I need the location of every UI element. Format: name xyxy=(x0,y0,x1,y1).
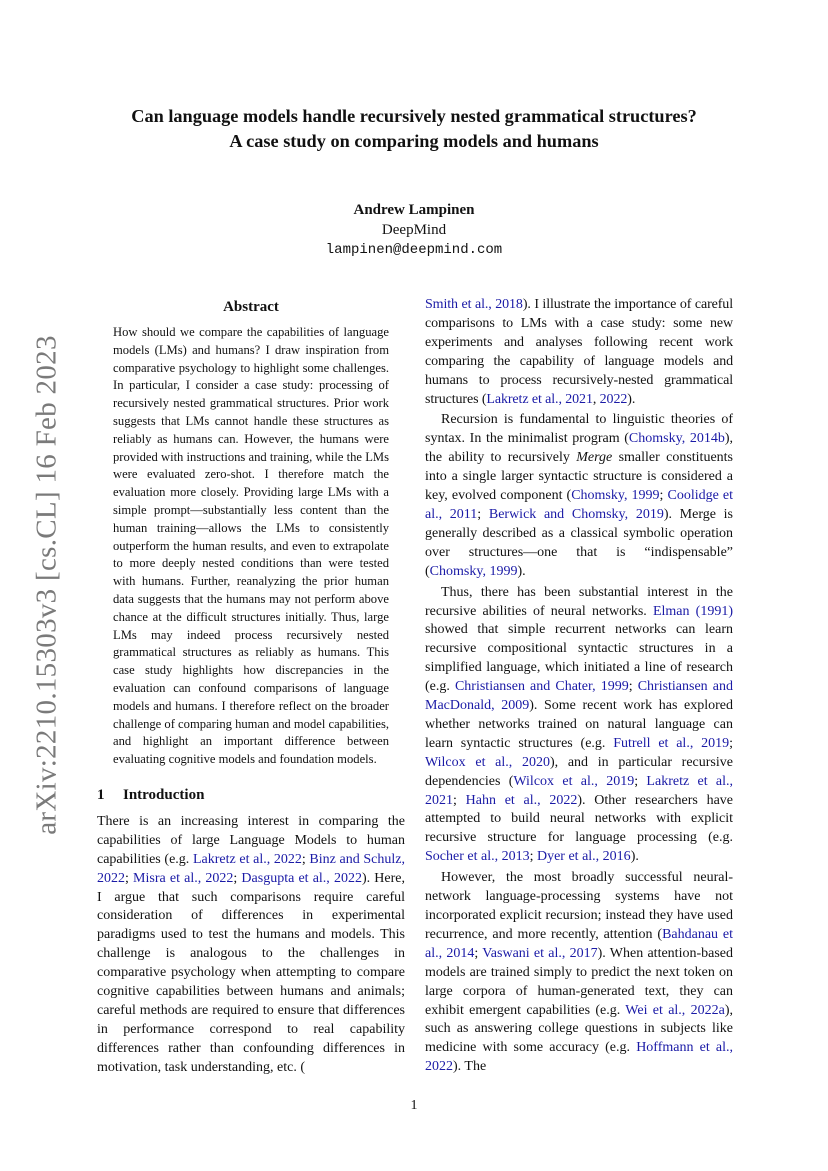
paper-header xyxy=(0,104,828,260)
citation-link[interactable]: Christiansen and Chater, 1999 xyxy=(454,679,629,695)
title-line-1: Can language models handle recursively nested grammatical structures? xyxy=(131,106,697,126)
paragraph-text: ). The xyxy=(453,1059,487,1075)
paragraph-text: ). xyxy=(627,391,636,407)
paragraph-text: smaller constituents into a single larger syntactic structure is considered a key, evolved component ( xyxy=(425,450,733,504)
paragraph-text: ). xyxy=(517,563,526,579)
citation-link[interactable]: Lakretz et al., 2021 xyxy=(486,391,593,407)
section-number: 1 xyxy=(97,786,105,803)
citation-separator: ; xyxy=(634,773,647,789)
page-number: 1 xyxy=(410,1098,418,1113)
paragraph-text: ). Here, I argue that such comparisons require careful consideration of differences in experimental paradigms used to test the humans and models. This challenge is analogous to the challenges in comparative psychology when attempting to compare cognitive capabilities between humans and animals; careful methods are required to ensure that differences in performance correspond to real capability differences rather than confounding differences in motivation, task understanding, etc. ( xyxy=(97,870,405,1075)
citation-link[interactable]: Elman (1991) xyxy=(652,603,733,619)
citation-link[interactable]: Vaswani et al., 2017 xyxy=(482,945,598,961)
citation-separator: ; xyxy=(529,849,537,865)
paragraph-text: However, the most broadly successful neural-network language-processing systems have not incorporated explicit recursion; instead they have used recurrence, and more recently, attention ( xyxy=(425,870,733,942)
citation-link[interactable]: Chomsky, 2014b xyxy=(628,431,725,447)
right-column xyxy=(425,296,733,1077)
citation-separator: ; xyxy=(233,870,242,886)
author-email: lampinen@deepmind.com xyxy=(325,242,503,258)
arxiv-identifier: arXiv:2210.15303v3 [cs.CL] 16 Feb 2023 xyxy=(30,335,63,835)
citation-separator: ; xyxy=(628,679,638,695)
citation-link[interactable]: Futrell et al., 2019 xyxy=(613,735,730,751)
citation-link[interactable]: Coolidge et al., 2011 xyxy=(425,488,733,522)
citation-separator: ; xyxy=(301,851,310,867)
author-affiliation: DeepMind xyxy=(381,222,447,238)
citation-link[interactable]: Dasgupta et al., 2022 xyxy=(241,870,362,886)
paragraph-text: ). Some recent work has explored whether networks trained on natural language can learn syntactic structures (e.g. xyxy=(425,698,733,751)
intro-paragraph-1-continued xyxy=(425,296,733,409)
intro-paragraph-3 xyxy=(425,584,733,868)
paper-title xyxy=(0,104,828,154)
citation-link[interactable]: Chomsky, 1999 xyxy=(429,563,518,579)
paragraph-text: ). Other researchers have attempted to build neural networks with explicit recursive structure for language processing (e.g. xyxy=(425,792,734,846)
citation-separator: , xyxy=(592,391,600,407)
paragraph-text: ), the ability to recursively xyxy=(425,431,733,466)
citation-link[interactable]: Misra et al., 2022 xyxy=(133,870,234,886)
citation-link[interactable]: Wilcox et al., 2019 xyxy=(513,773,635,789)
intro-paragraph-4 xyxy=(425,869,733,1077)
citation-link[interactable]: Wilcox et al., 2020 xyxy=(425,754,550,770)
citation-separator: ; xyxy=(659,488,668,504)
paragraph-text: There is an increasing interest in comparing the capabilities of large Language Models to human capabilities (e.g. xyxy=(97,813,405,867)
citation-link[interactable]: Christiansen and MacDonald, 2009 xyxy=(425,679,733,714)
citation-link[interactable]: Chomsky, 1999 xyxy=(571,488,660,504)
citation-link[interactable]: Hahn et al., 2022 xyxy=(465,792,578,808)
paragraph-text: ), such as answering college questions in subjects like medicine with some accuracy (e.g. xyxy=(425,1002,733,1056)
citation-separator: ; xyxy=(453,792,466,808)
citation-link[interactable]: Berwick and Chomsky, 2019 xyxy=(488,506,664,522)
paragraph-text: ). When attention-based models are trained simply to predict the next token on large corpora of human-generated text, they can exhibit emergent capabilities (e.g. xyxy=(425,945,733,1018)
citation-link[interactable]: Wei et al., 2022a xyxy=(625,1002,725,1018)
abstract-heading: Abstract xyxy=(223,299,279,315)
paragraph-text: showed that simple recurrent networks can learn recursive compositional syntactic structures in a simplified language, which initiated a line of research (e.g. xyxy=(425,622,733,695)
paragraph-text: Thus, there has been substantial interest in the recursive abilities of neural networks. xyxy=(425,584,733,619)
citation-link[interactable]: Binz and Schulz, 2022 xyxy=(97,851,405,886)
paragraph-text: ). Merge is generally described as a classical symbolic operation over structures—one that is “indispensable” ( xyxy=(425,506,733,579)
paragraph-text: ), and in particular recursive dependencies ( xyxy=(425,754,733,789)
section-title: Introduction xyxy=(123,786,205,803)
abstract-text: How should we compare the capabilities of language models (LMs) and humans? I draw inspiration from comparative psychology to highlight some challenges. In particular, I consider a case study: processing of recursively nested grammatical structures. Prior work suggests that LMs cannot handle these structures as reliably as humans can. However, the humans were provided with instructions and training, while the LMs were evaluated zero-shot. I therefore match the evaluation more closely. Providing large LMs with a simple prompt—substantially less content than the human training—allows the LMs to consistently outperform the human results, and even to extrapolate to more deeply nested conditions than were tested with humans. Further, reanalyzing the prior human data suggests that the humans may not perform above chance at the difficult structures initially. Thus, large LMs may indeed process recursively nested grammatical structures as reliably as humans. This case study highlights how discrepancies in the evaluation can confound comparisons of language models and humans. I therefore reflect on the broader challenge of comparing human and model capabilities, and highlight an important difference between evaluating cognitive models and foundation models. xyxy=(113,325,389,767)
citation-link[interactable]: 2022 xyxy=(599,391,628,407)
citation-separator: ; xyxy=(474,945,483,961)
title-line-2: A case study on comparing models and humans xyxy=(229,131,599,151)
intro-paragraph-2 xyxy=(425,411,733,581)
paragraph-text: Recursion is fundamental to linguistic theories of syntax. In the minimalist program ( xyxy=(425,412,733,447)
citation-link[interactable]: Lakretz et al., 2021 xyxy=(425,773,734,808)
left-column xyxy=(97,296,405,1078)
intro-paragraph-1 xyxy=(97,813,405,1078)
paragraph-text: ). xyxy=(630,849,639,865)
citation-link[interactable]: Hoffmann et al., 2022 xyxy=(425,1040,734,1075)
emphasis-merge: Merge xyxy=(576,450,613,466)
citation-separator: ; xyxy=(477,506,489,522)
citation-link[interactable]: Smith et al., 2018 xyxy=(425,297,523,312)
paragraph-text: ). I illustrate the importance of careful comparisons to LMs with a case study: some new experiments and analyses following recent work comparing the capability of language models and humans to process recursively-nested grammatical structures ( xyxy=(425,297,733,407)
citation-link[interactable]: Bahdanau et al., 2014 xyxy=(425,926,734,961)
citation-separator: ; xyxy=(729,735,733,751)
section-heading-introduction xyxy=(97,785,405,805)
citation-link[interactable]: Socher et al., 2013 xyxy=(425,849,530,865)
citation-separator: ; xyxy=(125,870,134,886)
citation-link[interactable]: Lakretz et al., 2022 xyxy=(192,851,302,867)
author-name: Andrew Lampinen xyxy=(353,202,475,218)
citation-link[interactable]: Dyer et al., 2016 xyxy=(536,849,631,865)
